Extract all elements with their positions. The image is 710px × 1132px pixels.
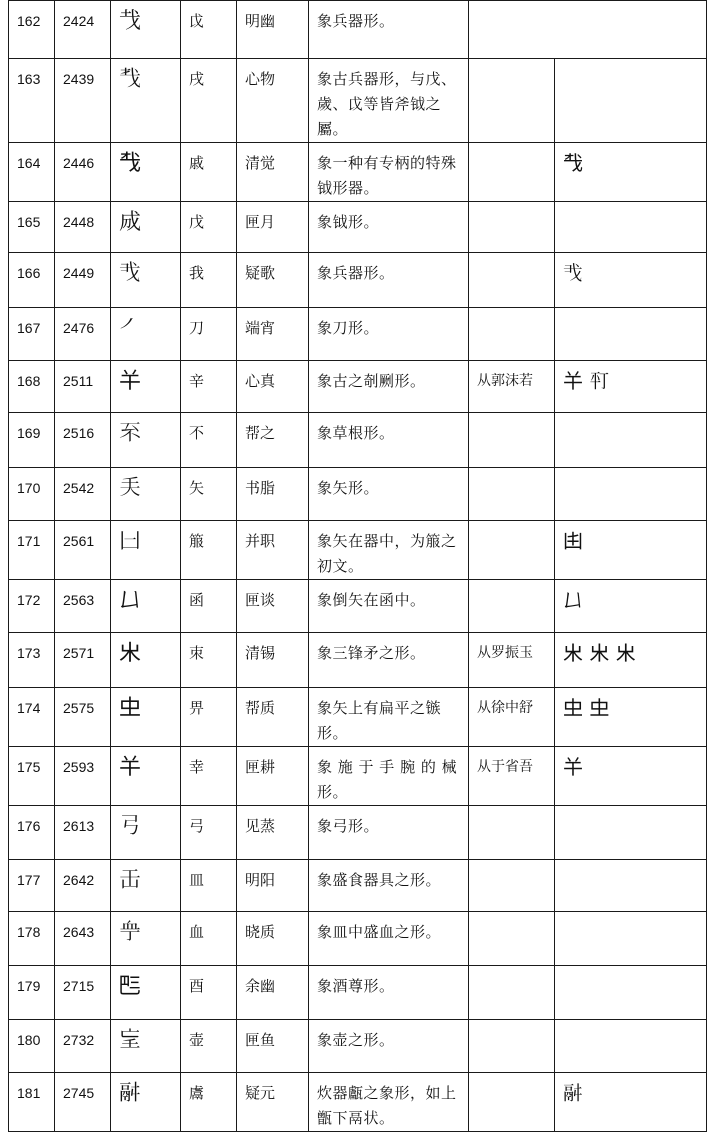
variant-glyphs: 𢆉 (555, 747, 707, 806)
modern-character: 函 (181, 580, 237, 633)
table-body (9, 1, 707, 1132)
variant-glyphs (555, 202, 707, 253)
table-row (9, 633, 707, 688)
table-row (9, 912, 707, 966)
serial-number: 177 (9, 860, 55, 912)
table-row (9, 747, 707, 806)
character-code: 2593 (55, 747, 111, 806)
table-row (9, 688, 707, 747)
serial-number: 174 (9, 688, 55, 747)
character-code: 2516 (55, 413, 111, 468)
serial-number: 166 (9, 253, 55, 308)
modern-character: 弓 (181, 806, 237, 860)
variant-glyphs: 𩰫 (555, 1073, 707, 1132)
character-code: 2561 (55, 521, 111, 580)
form-description: 象古之剞劂形。 (309, 361, 469, 413)
oracle-glyph: 𢆉 (111, 747, 181, 806)
initial-rime: 心真 (237, 361, 309, 413)
oracle-glyph: 𠀐 (111, 688, 181, 747)
form-description: 象酒尊形。 (309, 966, 469, 1020)
character-code: 2424 (55, 1, 111, 59)
modern-character: 箙 (181, 521, 237, 580)
initial-rime: 帮质 (237, 688, 309, 747)
table-row (9, 806, 707, 860)
form-description: 象倒矢在函中。 (309, 580, 469, 633)
initial-rime: 明阳 (237, 860, 309, 912)
initial-rime: 晓质 (237, 912, 309, 966)
form-description: 象矢形。 (309, 468, 469, 521)
table-row (9, 1073, 707, 1132)
initial-rime: 匣谈 (237, 580, 309, 633)
variant-glyphs (555, 966, 707, 1020)
modern-character: 戉 (181, 1, 237, 59)
table-row (9, 361, 707, 413)
form-description: 象皿中盛血之形。 (309, 912, 469, 966)
form-description: 象一种有专柄的特殊钺形器。 (309, 143, 469, 202)
modern-character: 刀 (181, 308, 237, 361)
variant-glyphs: 𢦔 (555, 143, 707, 202)
source-attribution: 从徐中舒 (469, 688, 555, 747)
variant-glyphs (555, 806, 707, 860)
serial-number: 162 (9, 1, 55, 59)
oracle-glyph: 𠙴 (111, 580, 181, 633)
serial-number: 180 (9, 1020, 55, 1073)
modern-character: 幸 (181, 747, 237, 806)
oracle-glyph: 𢦓 (111, 202, 181, 253)
character-code: 2542 (55, 468, 111, 521)
initial-rime: 匣鱼 (237, 1020, 309, 1073)
form-description: 象兵器形。 (309, 1, 469, 59)
initial-rime: 见蒸 (237, 806, 309, 860)
modern-character: 戚 (181, 143, 237, 202)
modern-character: 我 (181, 253, 237, 308)
character-code: 2571 (55, 633, 111, 688)
initial-rime: 明幽 (237, 1, 309, 59)
source-attribution (469, 1, 707, 59)
source-attribution (469, 912, 555, 966)
table-row (9, 202, 707, 253)
character-code: 2575 (55, 688, 111, 747)
variant-glyphs: 𠙴 (555, 580, 707, 633)
oracle-glyph: 𢦐 (111, 253, 181, 308)
serial-number: 172 (9, 580, 55, 633)
form-description: 象弓形。 (309, 806, 469, 860)
source-attribution: 从郭沫若 (469, 361, 555, 413)
table-row (9, 966, 707, 1020)
table-row (9, 143, 707, 202)
character-code: 2448 (55, 202, 111, 253)
variant-glyphs (555, 413, 707, 468)
form-description: 象三锋矛之形。 (309, 633, 469, 688)
table-row (9, 860, 707, 912)
serial-number: 173 (9, 633, 55, 688)
modern-character: 皿 (181, 860, 237, 912)
character-code: 2449 (55, 253, 111, 308)
table-row (9, 59, 707, 143)
serial-number: 178 (9, 912, 55, 966)
oracle-glyph: 𩰫 (111, 1073, 181, 1132)
oracle-glyph: 𧖧 (111, 912, 181, 966)
character-code: 2439 (55, 59, 111, 143)
form-description: 象古兵器形，与戊、歲、戉等皆斧钺之屬。 (309, 59, 469, 143)
oracle-glyph: 𢆉 (111, 361, 181, 413)
form-description: 象 施 于 手 腕 的 械形。 (309, 747, 469, 806)
initial-rime: 疑元 (237, 1073, 309, 1132)
initial-rime: 书脂 (237, 468, 309, 521)
oracle-glyph: 𢦔 (111, 143, 181, 202)
oracle-glyph: ㇒ (111, 308, 181, 361)
initial-rime: 端宵 (237, 308, 309, 361)
table-row (9, 308, 707, 361)
form-description: 象草根形。 (309, 413, 469, 468)
oracle-glyph: 𠀚 (111, 413, 181, 468)
oracle-glyph: 𠀧 (111, 966, 181, 1020)
initial-rime: 清锡 (237, 633, 309, 688)
initial-rime: 余幽 (237, 966, 309, 1020)
form-description: 象钺形。 (309, 202, 469, 253)
character-code: 2511 (55, 361, 111, 413)
serial-number: 170 (9, 468, 55, 521)
modern-character: 矢 (181, 468, 237, 521)
initial-rime: 匣月 (237, 202, 309, 253)
variant-glyphs: 𢆉 𢆊 (555, 361, 707, 413)
source-attribution (469, 806, 555, 860)
form-description: 象刀形。 (309, 308, 469, 361)
source-attribution (469, 59, 555, 143)
oracle-glyph: 𢦏 (111, 1, 181, 59)
form-description: 象壶之形。 (309, 1020, 469, 1073)
variant-glyphs (555, 308, 707, 361)
modern-character: 血 (181, 912, 237, 966)
table-row (9, 580, 707, 633)
variant-glyphs: 𠙹 (555, 521, 707, 580)
modern-character: 酉 (181, 966, 237, 1020)
source-attribution (469, 860, 555, 912)
variant-glyphs (555, 59, 707, 143)
variant-glyphs (555, 468, 707, 521)
initial-rime: 心物 (237, 59, 309, 143)
source-attribution (469, 202, 555, 253)
serial-number: 167 (9, 308, 55, 361)
modern-character: 朿 (181, 633, 237, 688)
serial-number: 168 (9, 361, 55, 413)
variant-glyphs: 𢦐 (555, 253, 707, 308)
source-attribution (469, 1020, 555, 1073)
modern-character: 不 (181, 413, 237, 468)
source-attribution: 从于省吾 (469, 747, 555, 806)
serial-number: 181 (9, 1073, 55, 1132)
source-attribution (469, 413, 555, 468)
variant-glyphs (555, 860, 707, 912)
serial-number: 165 (9, 202, 55, 253)
modern-character: 鬳 (181, 1073, 237, 1132)
source-attribution (469, 143, 555, 202)
initial-rime: 疑歌 (237, 253, 309, 308)
table-row (9, 413, 707, 468)
source-attribution (469, 580, 555, 633)
oracle-glyph: 𠙻 (111, 860, 181, 912)
variant-glyphs: 𠀐 𠀐 (555, 688, 707, 747)
form-description: 炊器甗之象形，如上甑下鬲状。 (309, 1073, 469, 1132)
oracle-glyph: 𠙵 (111, 521, 181, 580)
table-row (9, 468, 707, 521)
modern-character: 畀 (181, 688, 237, 747)
initial-rime: 清觉 (237, 143, 309, 202)
character-code: 2642 (55, 860, 111, 912)
character-code: 2613 (55, 806, 111, 860)
serial-number: 179 (9, 966, 55, 1020)
source-attribution: 从罗振玉 (469, 633, 555, 688)
character-code: 2715 (55, 966, 111, 1020)
oracle-glyph: 𢦒 (111, 59, 181, 143)
table-row (9, 253, 707, 308)
modern-character: 戌 (181, 59, 237, 143)
serial-number: 164 (9, 143, 55, 202)
table-row (9, 1020, 707, 1073)
form-description: 象盛食器具之形。 (309, 860, 469, 912)
character-code: 2563 (55, 580, 111, 633)
serial-number: 171 (9, 521, 55, 580)
serial-number: 176 (9, 806, 55, 860)
character-code: 2643 (55, 912, 111, 966)
character-code: 2476 (55, 308, 111, 361)
serial-number: 175 (9, 747, 55, 806)
table-row (9, 1, 707, 59)
table-row (9, 521, 707, 580)
source-attribution (469, 468, 555, 521)
source-attribution (469, 308, 555, 361)
source-attribution (469, 521, 555, 580)
source-attribution (469, 1073, 555, 1132)
serial-number: 163 (9, 59, 55, 143)
variant-glyphs (555, 1020, 707, 1073)
modern-character: 戊 (181, 202, 237, 253)
initial-rime: 匣耕 (237, 747, 309, 806)
serial-number: 169 (9, 413, 55, 468)
oracle-glyph: 𢎗 (111, 806, 181, 860)
character-code: 2446 (55, 143, 111, 202)
oracle-glyph: 𣎵 (111, 633, 181, 688)
glyph-table (8, 0, 707, 1132)
variant-glyphs (555, 912, 707, 966)
form-description: 象兵器形。 (309, 253, 469, 308)
source-attribution (469, 253, 555, 308)
modern-character: 壶 (181, 1020, 237, 1073)
variant-glyphs: 𣎵 𣎵 𣎵 (555, 633, 707, 688)
source-attribution (469, 966, 555, 1020)
form-description: 象矢在器中，为箙之初文。 (309, 521, 469, 580)
oracle-glyph: 𡔞 (111, 1020, 181, 1073)
character-code: 2745 (55, 1073, 111, 1132)
initial-rime: 并职 (237, 521, 309, 580)
form-description: 象矢上有扁平之镞形。 (309, 688, 469, 747)
character-code: 2732 (55, 1020, 111, 1073)
initial-rime: 帮之 (237, 413, 309, 468)
oracle-glyph: 𠂕 (111, 468, 181, 521)
modern-character: 辛 (181, 361, 237, 413)
